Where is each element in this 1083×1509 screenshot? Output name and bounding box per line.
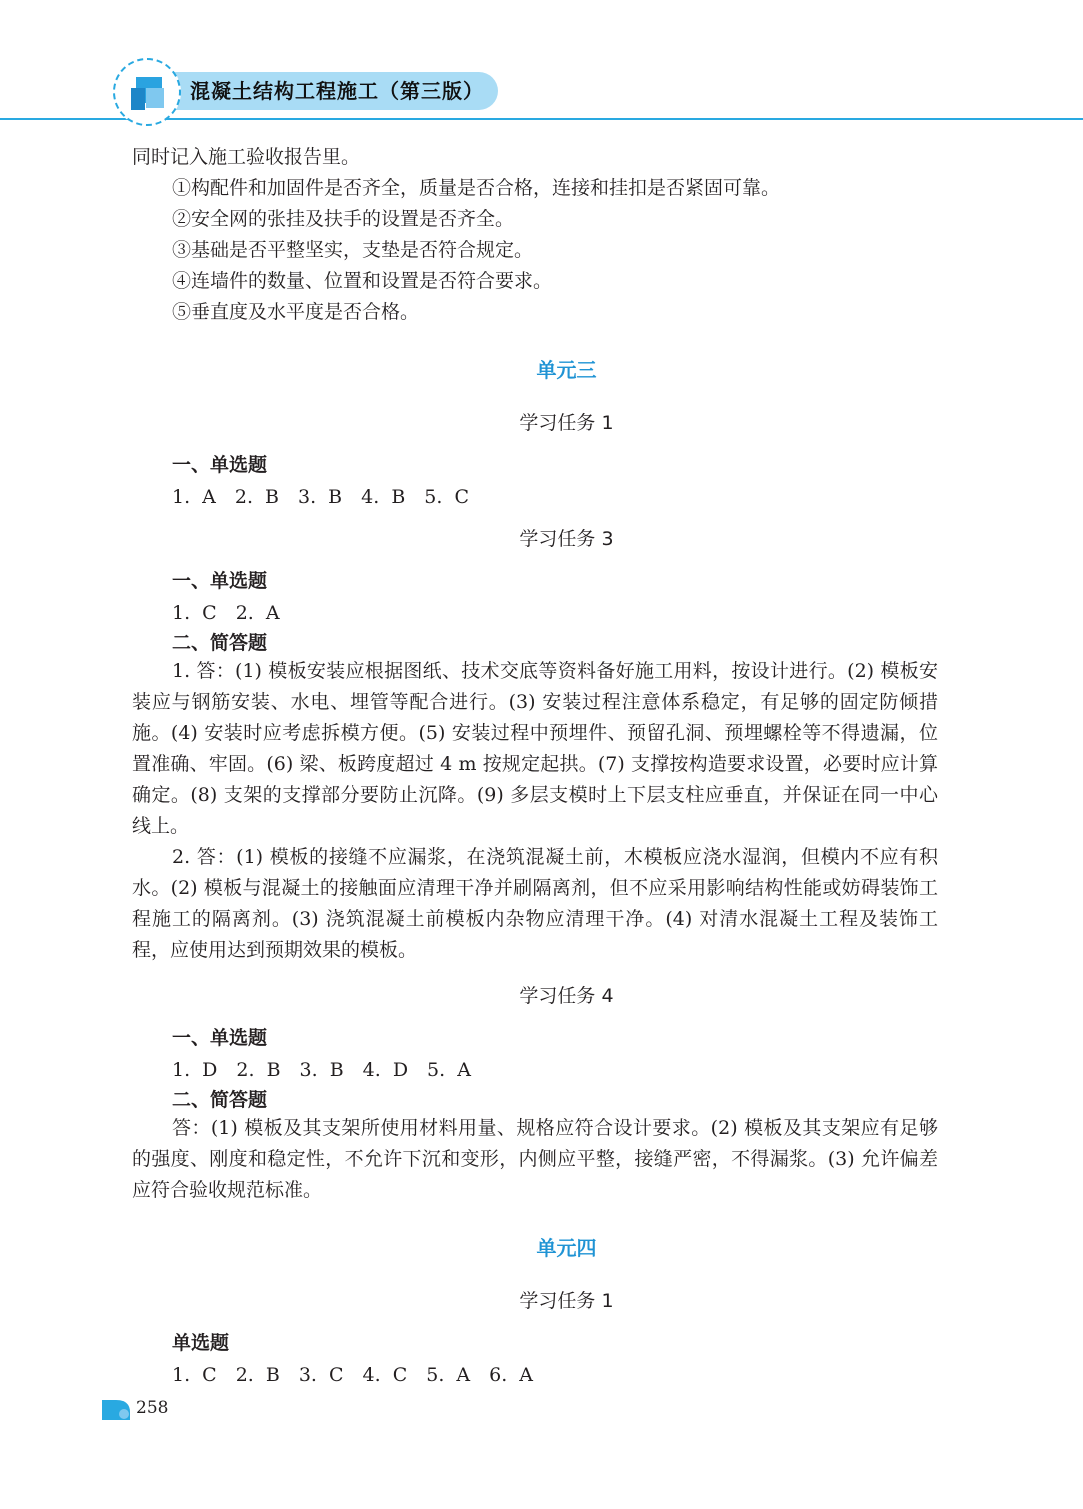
- task-title: 学习任务 1: [519, 412, 614, 434]
- answer-list: 1. D 2. B 3. B 4. D 5. A: [172, 1059, 471, 1081]
- task-title: 学习任务 1: [519, 1290, 614, 1312]
- answer-list: 1. C 2. A: [172, 602, 280, 624]
- check-item: ②安全网的张挂及扶手的设置是否齐全。: [172, 208, 515, 230]
- intro-line: 同时记入施工验收报告里。: [132, 146, 361, 168]
- check-item: ③基础是否平整坚实，支垫是否符合规定。: [172, 239, 534, 261]
- short-answer: 1. 答：(1) 模板安装应根据图纸、技术交底等资料备好施工用料，按设计进行。(2) 模板安装应与钢筋安装、水电、埋管等配合进行。(3) 安装过程注意体系稳定，有足够的固定防倾措施。(4) 安装时应考虑拆模方便。(5) 安装过程中预埋件、预留孔洞、预埋螺栓等不得遗漏，位置准确、牢固。(6) 梁、板跨度超过 4 m 按规定起拱。(7) 支撑按构造要求设置，必要时应计算确定。(8) 支架的支撑部分要防止沉降。(9) 多层支模时上下层支柱应垂直，并保证在同一中心线上。: [132, 660, 938, 837]
- page-number: 258: [136, 1398, 169, 1418]
- check-item: ①构配件和加固件是否齐全，质量是否合格，连接和挂扣是否紧固可靠。: [172, 177, 781, 199]
- check-item: ④连墙件的数量、位置和设置是否符合要求。: [172, 270, 553, 292]
- answer-list: 1. A 2. B 3. B 4. B 5. C: [172, 486, 469, 508]
- short-answer: 2. 答：(1) 模板的接缝不应漏浆，在浇筑混凝土前，木模板应浇水湿润，但模内不应有积水。(2) 模板与混凝土的接触面应清理干净并刷隔离剂，但不应采用影响结构性能或妨碍装饰工程施工的隔离剂。(3) 浇筑混凝土前模板内杂物应清理干净。(4) 对清水混凝土工程及装饰工程，应使用达到预期效果的模板。: [132, 846, 938, 961]
- check-item: ⑤垂直度及水平度是否合格。: [172, 301, 420, 323]
- unit-title: 单元四: [536, 1236, 597, 1260]
- answer-list: 1. C 2. B 3. C 4. C 5. A 6. A: [172, 1364, 534, 1386]
- section-heading: 一、单选题: [172, 1027, 268, 1049]
- section-heading: 一、单选题: [172, 570, 268, 592]
- page-tab-icon: [102, 1400, 130, 1420]
- section-heading: 单选题: [172, 1332, 230, 1354]
- task-title: 学习任务 3: [519, 528, 614, 550]
- section-heading: 一、单选题: [172, 454, 268, 476]
- page-header: [0, 0, 1083, 130]
- section-heading: 二、简答题: [172, 1089, 268, 1111]
- book-title: 混凝土结构工程施工（第三版）: [190, 79, 484, 103]
- short-answer: 答：(1) 模板及其支架所使用材料用量、规格应符合设计要求。(2) 模板及其支架应有足够的强度、刚度和稳定性，不允许下沉和变形，内侧应平整，接缝严密，不得漏浆。(3) 允许偏差应符合验收规范标准。: [132, 1117, 938, 1201]
- unit-title: 单元三: [536, 358, 597, 382]
- section-heading: 二、简答题: [172, 632, 268, 654]
- book-logo-square: [146, 88, 164, 108]
- book-logo-square: [131, 88, 145, 110]
- task-title: 学习任务 4: [519, 985, 614, 1007]
